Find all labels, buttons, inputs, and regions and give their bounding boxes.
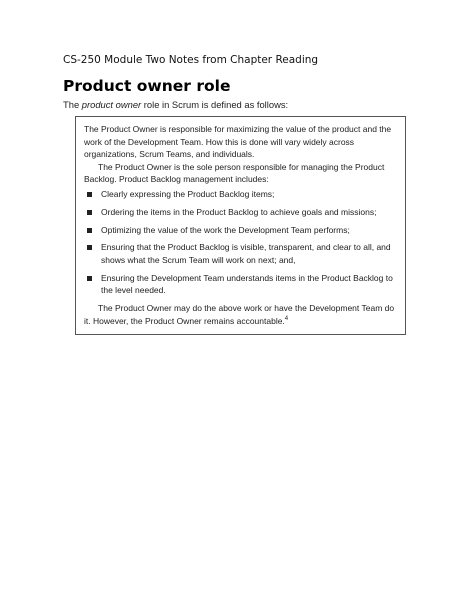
intro-suffix: role in Scrum is defined as follows: [141, 99, 289, 110]
document-header: CS-250 Module Two Notes from Chapter Reading [63, 54, 319, 66]
intro-sentence [63, 99, 288, 110]
square-bullet-icon [87, 192, 92, 197]
quote-box [75, 116, 406, 335]
intro-prefix: The [63, 99, 82, 110]
list-item-text: Ordering the items in the Product Backlog to achieve goals and missions; [101, 206, 377, 217]
list-item [84, 206, 397, 219]
backlog-management-list [84, 188, 397, 297]
list-item-text: Clearly expressing the Product Backlog items; [101, 188, 275, 199]
square-bullet-icon [87, 245, 92, 250]
square-bullet-icon [87, 210, 92, 215]
intro-emphasis: product owner [81, 99, 142, 110]
closing-text: The Product Owner may do the above work or have the Development Team do it. However, the Product Owner remains accountable. [84, 303, 395, 326]
section-title: Product owner role [63, 77, 231, 95]
quote-paragraph-2: The Product Owner is the sole person responsible for managing the Product Backlog. Product Backlog management includes: [84, 161, 385, 185]
square-bullet-icon [87, 228, 92, 233]
list-item [84, 272, 397, 297]
footnote-marker: 4 [284, 315, 289, 322]
list-item [84, 224, 397, 237]
quote-closing [84, 302, 397, 327]
quote-paragraph-1: The Product Owner is responsible for maximizing the value of the product and the work of the Development Team. How this is done will vary widely across organizations, Scrum Teams, and individuals. [84, 124, 392, 160]
square-bullet-icon [87, 276, 92, 281]
list-item-text: Optimizing the value of the work the Development Team performs; [101, 224, 350, 235]
list-item-text: Ensuring the Development Team understands items in the Product Backlog to the level needed. [101, 272, 393, 296]
list-item [84, 241, 397, 266]
list-item-text: Ensuring that the Product Backlog is visible, transparent, and clear to all, and shows what the Scrum Team will work on next; and, [101, 242, 391, 265]
list-item [84, 188, 397, 201]
